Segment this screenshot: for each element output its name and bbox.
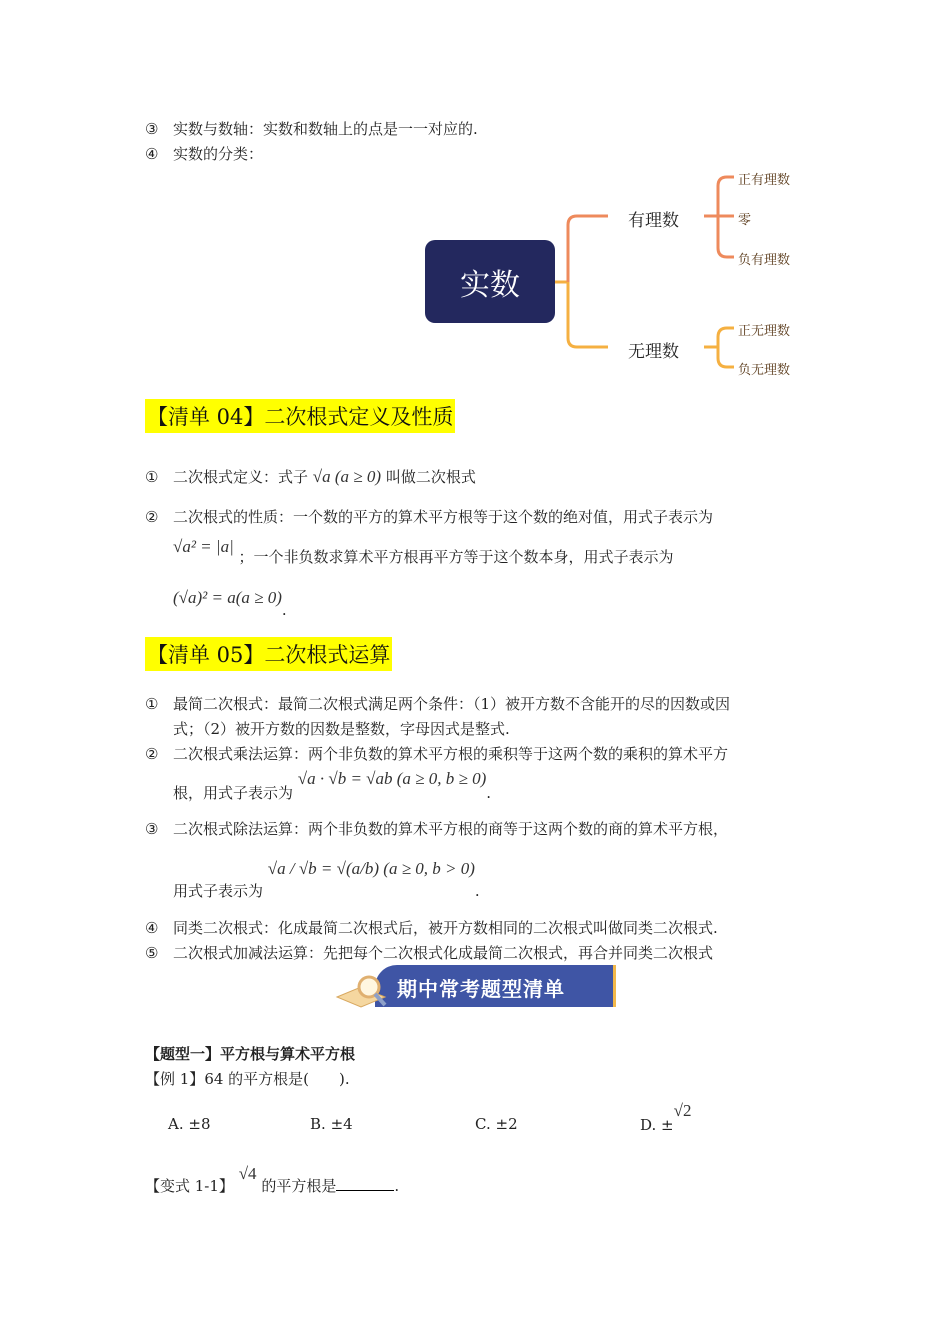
banner-title: 期中常考题型清单 xyxy=(397,977,565,1001)
item-text: 同类二次根式：化成最简二次根式后，被开方数相同的二次根式叫做同类二次根式. xyxy=(173,919,718,937)
simplest-radical-item xyxy=(145,693,730,714)
option-d[interactable] xyxy=(640,1101,692,1135)
option-c[interactable] xyxy=(475,1115,518,1133)
item-text: 最简二次根式：最简二次根式满足两个条件：（1）被开方数不含能开的尽的因数或因 xyxy=(173,695,731,713)
variant-1-1 xyxy=(145,1164,400,1196)
item-text: 根，用式子表示为 xyxy=(173,784,294,802)
item-number: ② xyxy=(145,745,159,763)
option-letter: D. xyxy=(640,1116,657,1134)
item-number: ① xyxy=(145,468,159,486)
option-a[interactable] xyxy=(168,1115,211,1133)
formula: √a² = |a| xyxy=(173,537,234,556)
formula: √a / √b = √(a/b) (a ≥ 0, b > 0) xyxy=(267,859,475,878)
item-text: 二次根式的性质：一个数的平方的算术平方根等于这个数的绝对值，用式子表示为 xyxy=(173,508,714,526)
variant-text: 的平方根是 xyxy=(261,1177,337,1195)
option-value: ±4 xyxy=(330,1115,353,1133)
radical-property-item xyxy=(145,506,713,527)
mindmap-leaf: 负无理数 xyxy=(738,363,791,378)
option-letter: B. xyxy=(310,1115,326,1133)
mindmap-irrational: 无理数 xyxy=(628,342,679,362)
variant-label: 【变式 1-1】 xyxy=(145,1177,234,1195)
option-letter: A. xyxy=(168,1115,184,1133)
example-1 xyxy=(145,1068,350,1089)
mindmap-leaf: 正无理数 xyxy=(738,324,791,339)
mindmap-root: 实数 xyxy=(425,240,555,323)
period: . xyxy=(486,784,492,802)
period: . xyxy=(281,601,287,619)
period: . xyxy=(474,882,480,900)
option-value: ±8 xyxy=(188,1115,211,1133)
radical-property-line3 xyxy=(173,588,287,619)
item-text: ；一个非负数求算术平方根再平方等于这个数本身，用式子表示为 xyxy=(238,548,674,566)
item-number: ⑤ xyxy=(145,944,159,962)
formula: √4 xyxy=(238,1164,257,1183)
mindmap-rational: 有理数 xyxy=(628,211,679,231)
mindmap-leaf: 零 xyxy=(738,213,752,228)
mindmap-connectors xyxy=(0,0,950,400)
like-radicals-item xyxy=(145,917,718,938)
item-text: 用式子表示为 xyxy=(173,882,264,900)
formula: (√a)² = a(a ≥ 0) xyxy=(173,588,282,607)
example-label: 【例 1】 xyxy=(145,1070,205,1088)
mindmap-leaf: 负有理数 xyxy=(738,253,791,268)
item-number: ① xyxy=(145,695,159,713)
radical-multiplication-line2 xyxy=(173,768,492,802)
example-text: 64 的平方根是( ). xyxy=(204,1070,350,1088)
option-value: ± xyxy=(661,1116,674,1134)
item-number: ④ xyxy=(145,145,159,163)
exam-question-types-banner xyxy=(335,965,615,1008)
formula: √2 xyxy=(673,1101,692,1120)
item-number: ③ xyxy=(145,820,159,838)
option-value: ±2 xyxy=(495,1115,518,1133)
option-b[interactable] xyxy=(310,1115,353,1133)
radical-division-item xyxy=(145,818,728,839)
radical-property-line2 xyxy=(173,536,674,566)
item-text: 二次根式加减法运算：先把每个二次根式化成最简二次根式，再合并同类二次根式 xyxy=(173,944,714,962)
radical-addition-item xyxy=(145,942,713,963)
answer-blank[interactable] xyxy=(336,1190,394,1191)
item-text: 二次根式除法运算：两个非负数的算术平方根的商等于这两个数的商的算术平方根， xyxy=(173,820,729,838)
item-number: ③ xyxy=(145,120,159,138)
radical-division-line2 xyxy=(173,858,480,900)
section-04-heading: 【清单 04】二次根式定义及性质 xyxy=(145,399,455,433)
option-letter: C. xyxy=(475,1115,491,1133)
item-text: 二次根式乘法运算：两个非负数的算术平方根的乘积等于这两个数的乘积的算术平方 xyxy=(173,745,729,763)
radical-definition-item xyxy=(145,466,476,487)
book-magnifier-icon xyxy=(335,973,395,1009)
item-text: 实数与数轴：实数和数轴上的点是一一对应的. xyxy=(173,120,478,138)
radical-multiplication-item xyxy=(145,743,728,764)
section-05-heading: 【清单 05】二次根式运算 xyxy=(145,637,392,671)
item-text: 二次根式定义：式子 xyxy=(173,468,309,486)
formula: √a · √b = √ab (a ≥ 0, b ≥ 0) xyxy=(297,769,487,788)
item-text: 实数的分类： xyxy=(173,145,264,163)
item-text: 式；（2）被开方数的因数是整数，字母因式是整式. xyxy=(173,720,510,738)
period: . xyxy=(394,1177,400,1195)
item-number: ④ xyxy=(145,919,159,937)
question-type-title: 【题型一】平方根与算术平方根 xyxy=(145,1045,356,1063)
formula: √a (a ≥ 0) xyxy=(312,467,382,486)
mindmap-leaf: 正有理数 xyxy=(738,173,791,188)
item-text: 叫做二次根式 xyxy=(385,468,476,486)
item-number: ② xyxy=(145,508,159,526)
